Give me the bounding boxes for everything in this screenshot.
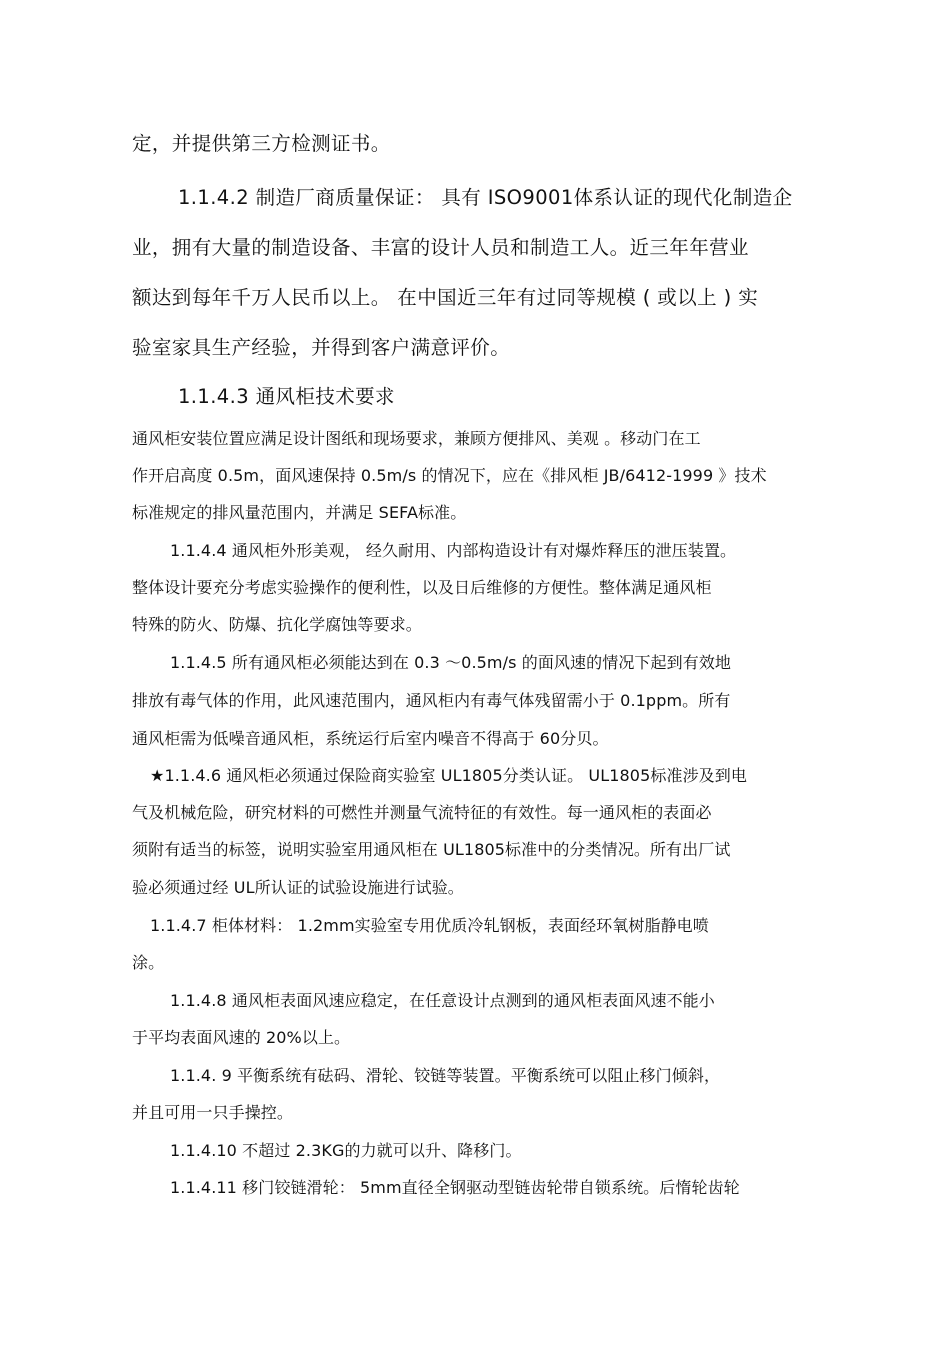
text-line-26: 1.1.4.10 不超过 2.3KG的力就可以升、降移门。 bbox=[170, 1141, 522, 1160]
text-line-27: 1.1.4.11 移门铰链滑轮： 5mm直径全钢驱动型链齿轮带自锁系统。后惰轮齿轮 bbox=[170, 1178, 740, 1197]
text-line-13: 1.1.4.5 所有通风柜必须能达到在 0.3 ～0.5m/s 的面风速的情况下起到有效地 bbox=[170, 653, 732, 672]
text-line-8: 作开启高度 0.5m，面风速保持 0.5m/s 的情况下，应在《排风柜 JB/6412-1999 》技术 bbox=[132, 466, 767, 485]
text-line-23: 于平均表面风速的 20%以上。 bbox=[132, 1028, 351, 1047]
text-line-15: 通风柜需为低噪音通风柜，系统运行后室内噪音不得高于 60分贝。 bbox=[132, 729, 609, 748]
text-line-12: 特殊的防火、防爆、抗化学腐蚀等要求。 bbox=[132, 615, 422, 634]
text-line-7: 通风柜安装位置应满足设计图纸和现场要求，兼顾方便排风、美观 。移动门在工 bbox=[132, 429, 701, 448]
text-line-17: 气及机械危险，研究材料的可燃性并测量气流特征的有效性。每一通风柜的表面必 bbox=[132, 803, 712, 822]
text-line-19: 验必须通过经 UL所认证的试验设施进行试验。 bbox=[132, 878, 464, 897]
text-line-3: 业，拥有大量的制造设备、丰富的设计人员和制造工人。近三年年营业 bbox=[132, 236, 749, 259]
text-line-24: 1.1.4. 9 平衡系统有砝码、滑轮、铰链等装置。平衡系统可以阻止移门倾斜， bbox=[170, 1066, 721, 1085]
text-line-6: 1.1.4.3 通风柜技术要求 bbox=[178, 385, 395, 408]
text-line-10: 1.1.4.4 通风柜外形美观， 经久耐用、内部构造设计有对爆炸释压的泄压装置。 bbox=[170, 541, 737, 560]
text-line-4: 额达到每年千万人民币以上。 在中国近三年有过同等规模 ( 或以上 ) 实 bbox=[132, 286, 759, 309]
text-line-2: 1.1.4.2 制造厂商质量保证： 具有 ISO9001体系认证的现代化制造企 bbox=[178, 186, 793, 209]
text-line-22: 1.1.4.8 通风柜表面风速应稳定，在任意设计点测到的通风柜表面风速不能小 bbox=[170, 991, 715, 1010]
text-line-14: 排放有毒气体的作用，此风速范围内，通风柜内有毒气体残留需小于 0.1ppm。所有 bbox=[132, 691, 731, 710]
text-line-9: 标准规定的排风量范围内，并满足 SEFA标准。 bbox=[132, 503, 467, 522]
text-line-18: 须附有适当的标签，说明实验室用通风柜在 UL1805标准中的分类情况。所有出厂试 bbox=[132, 840, 731, 859]
text-line-1: 定，并提供第三方检测证书。 bbox=[132, 132, 391, 155]
text-line-5: 验室家具生产经验，并得到客户满意评价。 bbox=[132, 336, 511, 359]
text-line-25: 并且可用一只手操控。 bbox=[132, 1103, 294, 1122]
text-line-16: ★1.1.4.6 通风柜必须通过保险商实验室 UL1805分类认证。 UL1805标准涉及到电 bbox=[150, 766, 747, 785]
text-line-21: 涂。 bbox=[132, 953, 165, 972]
text-line-20: 1.1.4.7 柜体材料： 1.2mm实验室专用优质冷轧钢板，表面经环氧树脂静电喷 bbox=[150, 916, 709, 935]
text-line-11: 整体设计要充分考虑实验操作的便利性，以及日后维修的方便性。整体满足通风柜 bbox=[132, 578, 712, 597]
